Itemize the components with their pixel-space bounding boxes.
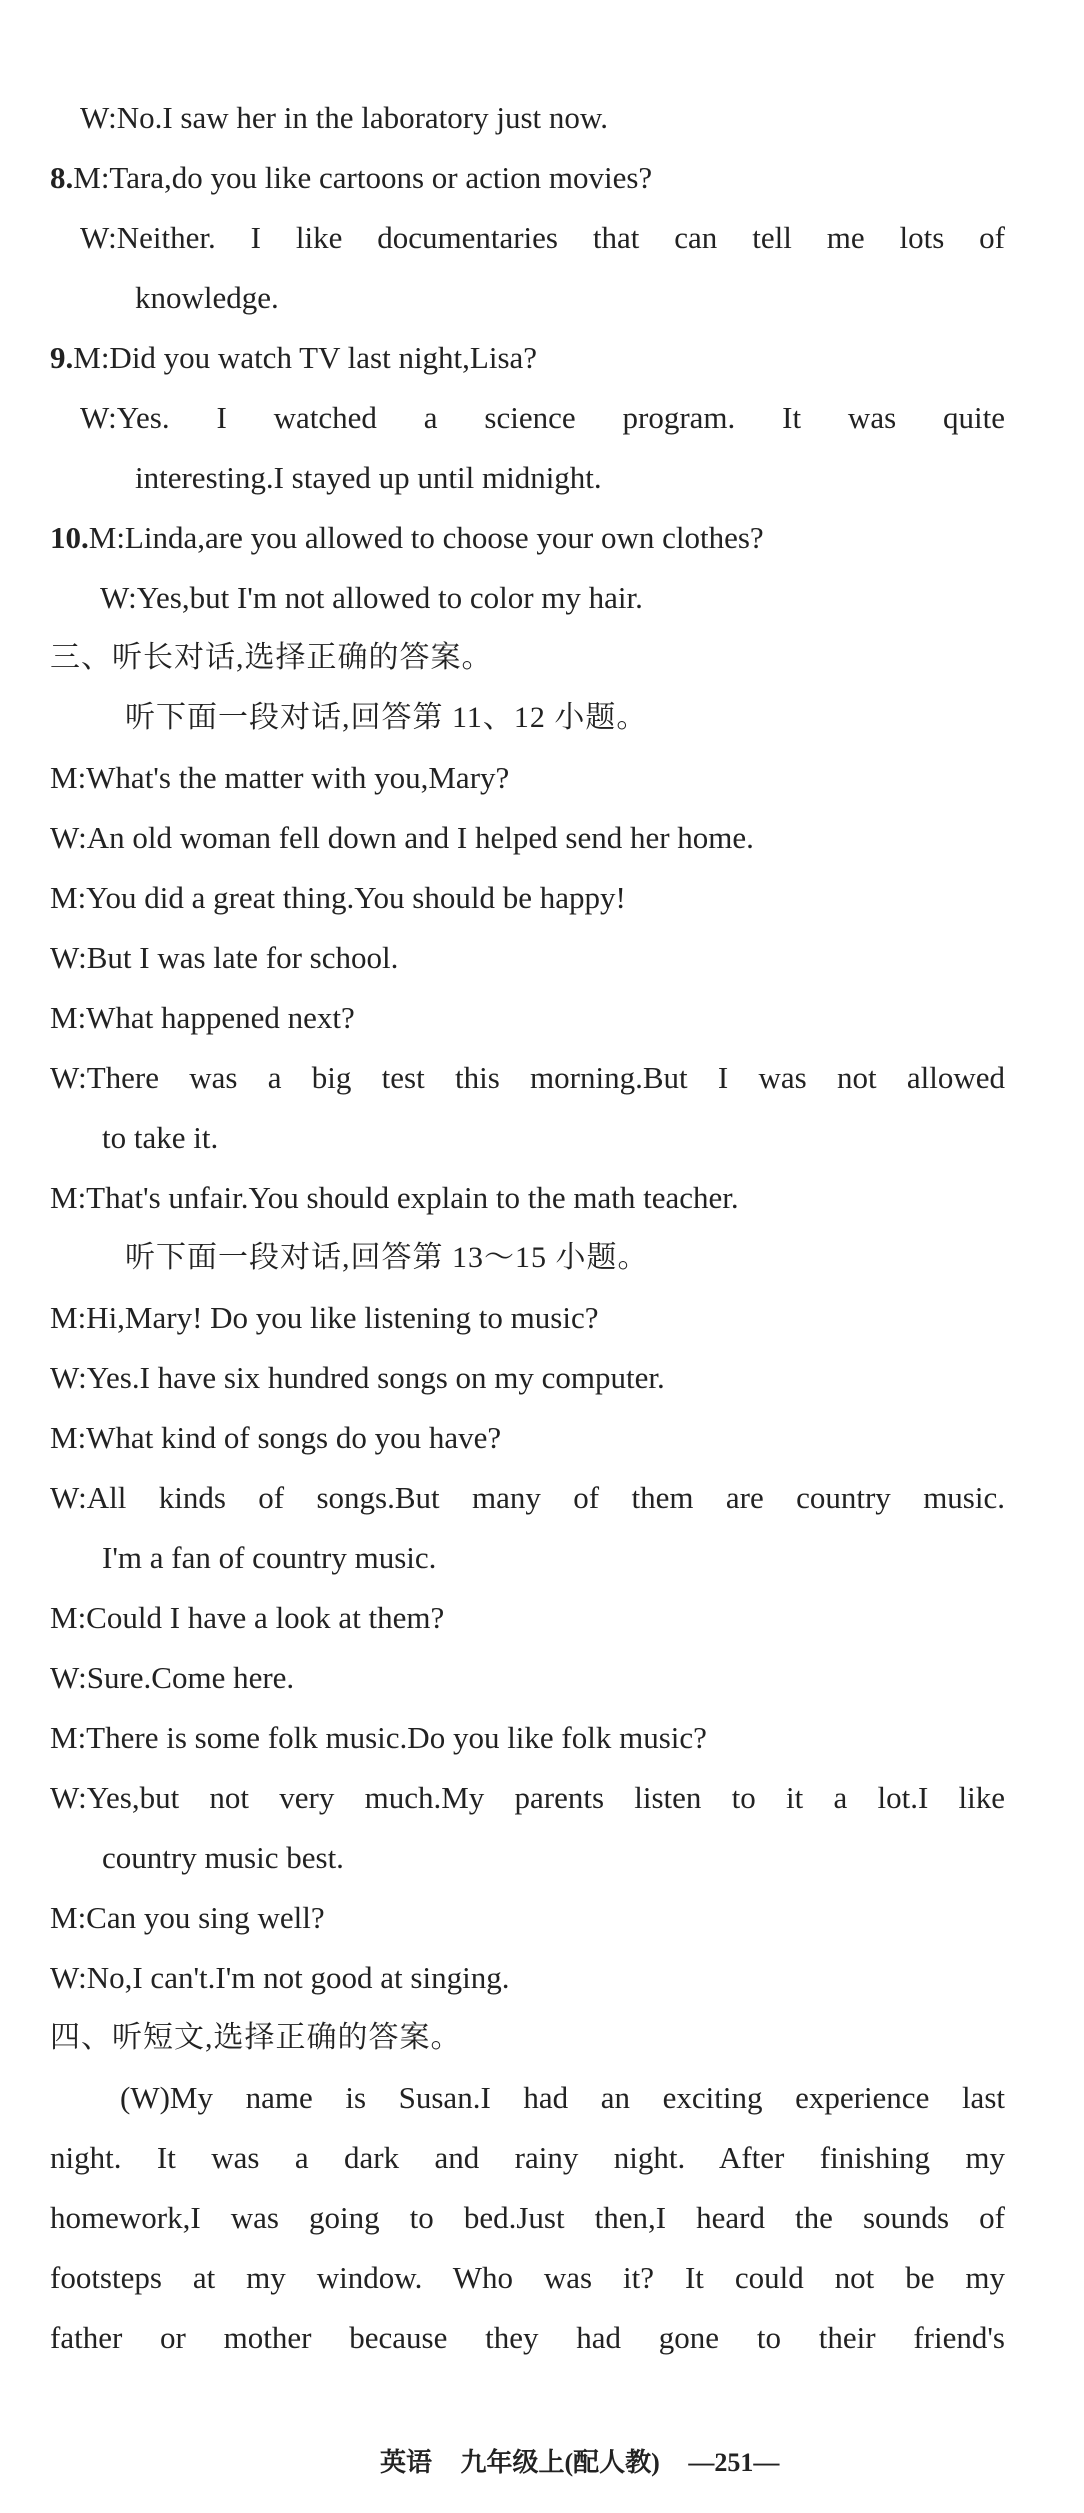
dialogue-line: W:Yes,but I'm not allowed to color my hair. xyxy=(100,580,643,615)
dialogue-line: to take it. xyxy=(102,1120,219,1155)
dialogue-line: country music best. xyxy=(102,1840,344,1875)
question-line: 9.M:Did you watch TV last night,Lisa? xyxy=(50,340,538,375)
passage-line: homework,I was going to bed.Just then,I heard the sounds of xyxy=(50,2200,1005,2235)
dialogue-line: M:Can you sing well? xyxy=(50,1900,325,1935)
dialogue-line: I'm a fan of country music. xyxy=(102,1540,437,1575)
dialogue-line: W:Sure.Come here. xyxy=(50,1660,295,1695)
dialogue-line: M:What kind of songs do you have? xyxy=(50,1420,502,1455)
section-heading: 四、听短文,选择正确的答案。 xyxy=(50,2021,462,2054)
dialogue-line: W:But I was late for school. xyxy=(50,940,399,975)
dialogue-line: M:You did a great thing.You should be happy! xyxy=(50,880,626,915)
dialogue-line: M:Hi,Mary! Do you like listening to music? xyxy=(50,1300,599,1335)
dialogue-line: W:An old woman fell down and I helped send her home. xyxy=(50,820,754,855)
dialogue-line: M:That's unfair.You should explain to the math teacher. xyxy=(50,1180,739,1215)
question-number: 10. xyxy=(50,520,89,555)
dialogue-line: M:What's the matter with you,Mary? xyxy=(50,760,510,795)
passage-line: footsteps at my window. Who was it? It could not be my xyxy=(50,2260,1005,2295)
footer-grade: 九年级上(配人教) xyxy=(460,2448,660,2477)
question-line: 10.M:Linda,are you allowed to choose your own clothes? xyxy=(50,520,764,555)
footer-subject: 英语 xyxy=(380,2448,433,2477)
dialogue-line: W:Yes.I have six hundred songs on my computer. xyxy=(50,1360,665,1395)
dialogue-line: knowledge. xyxy=(135,280,279,315)
dialogue-line: W:Yes,but not very much.My parents listen to it a lot.I like xyxy=(50,1780,1005,1815)
passage-line: (W)My name is Susan.I had an exciting experience last xyxy=(120,2080,1005,2115)
instruction-line: 听下面一段对话,回答第 11、12 小题。 xyxy=(125,701,648,734)
section-heading: 三、听长对话,选择正确的答案。 xyxy=(50,641,493,674)
dialogue-line: M:What happened next? xyxy=(50,1000,355,1035)
dialogue-line: interesting.I stayed up until midnight. xyxy=(135,460,602,495)
dialogue-line: W:All kinds of songs.But many of them are country music. xyxy=(50,1480,1005,1515)
dialogue-line: W:Neither. I like documentaries that can tell me lots of xyxy=(80,220,1005,255)
dialogue-line: W:There was a big test this morning.But I was not allowed xyxy=(50,1060,1005,1095)
dialogue-line: W:Yes. I watched a science program. It was quite xyxy=(80,400,1005,435)
page-footer xyxy=(380,2442,801,2479)
question-line: 8.M:Tara,do you like cartoons or action movies? xyxy=(50,160,653,195)
question-number: 8. xyxy=(50,160,74,195)
dialogue-line: M:There is some folk music.Do you like folk music? xyxy=(50,1720,707,1755)
passage-line: night. It was a dark and rainy night. After finishing my xyxy=(50,2140,1005,2175)
dialogue-line: M:Could I have a look at them? xyxy=(50,1600,445,1635)
page-number: —251— xyxy=(688,2448,780,2477)
dialogue-line: W:No.I saw her in the laboratory just now. xyxy=(80,100,609,135)
dialogue-line: W:No,I can't.I'm not good at singing. xyxy=(50,1960,510,1995)
passage-line: father or mother because they had gone to their friend's xyxy=(50,2320,1005,2355)
question-number: 9. xyxy=(50,340,74,375)
instruction-line: 听下面一段对话,回答第 13～15 小题。 xyxy=(125,1241,649,1274)
